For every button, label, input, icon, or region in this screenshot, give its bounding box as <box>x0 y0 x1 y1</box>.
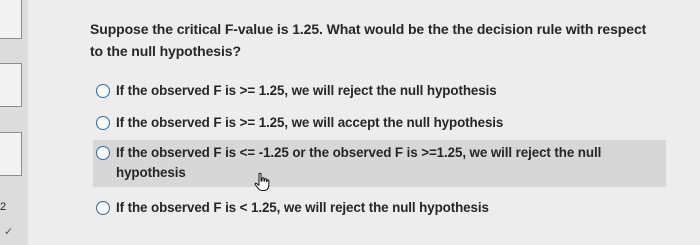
question-navigation-gutter <box>0 0 28 245</box>
radio-button[interactable] <box>96 84 110 98</box>
question-text: Suppose the critical F-value is 1.25. What would be the the decision rule with respect to the null hypothesis? <box>90 21 647 59</box>
answer-option-label: If the observed F is <= -1.25 or the observed F is >=1.25, we will reject the null hypothesis <box>116 145 602 180</box>
question-tab[interactable] <box>0 132 22 176</box>
hand-pointer-icon <box>253 172 271 192</box>
radio-button[interactable] <box>96 116 110 130</box>
previous-question-tab[interactable] <box>0 0 22 39</box>
question-number: 2 <box>0 201 7 213</box>
answer-option-4[interactable] <box>96 198 489 218</box>
answer-option-1[interactable] <box>96 81 497 101</box>
question-tab[interactable] <box>0 63 22 107</box>
check-mark-icon: ✓ <box>4 226 14 238</box>
answer-option-label: If the observed F is >= 1.25, we will reject the null hypothesis <box>116 83 497 98</box>
answer-option-3[interactable] <box>93 140 666 187</box>
radio-button[interactable] <box>96 201 110 215</box>
answer-option-label: If the observed F is >= 1.25, we will accept the null hypothesis <box>116 115 504 130</box>
answer-option-2[interactable] <box>96 113 503 133</box>
answer-option-label: If the observed F is < 1.25, we will reject the null hypothesis <box>116 200 489 215</box>
radio-button[interactable] <box>96 146 110 160</box>
